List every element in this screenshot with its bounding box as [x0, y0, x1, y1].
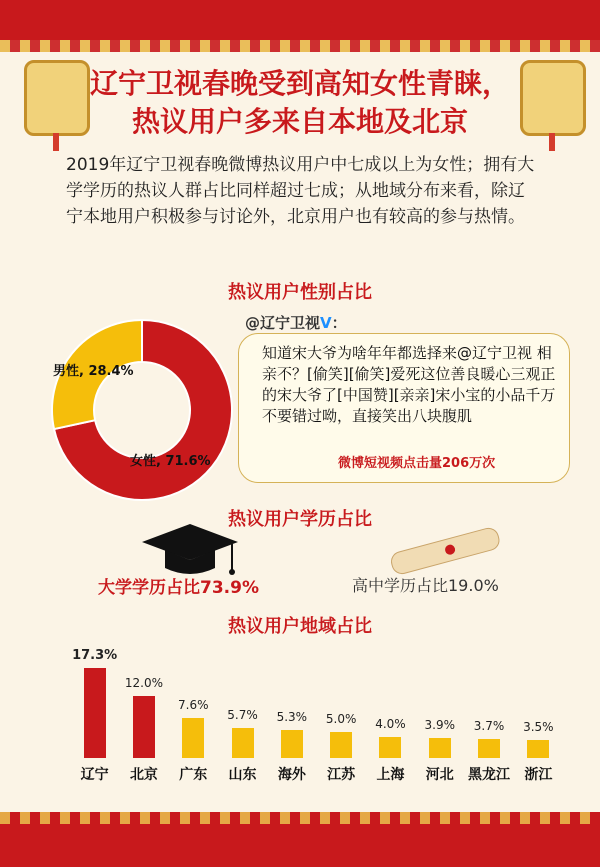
- weibo-account-name: @辽宁卫视: [245, 314, 321, 332]
- top-pattern: [0, 40, 600, 52]
- bar-3: [232, 728, 254, 758]
- university-share-text: 大学学历占比73.9%: [98, 578, 259, 598]
- bar-9: [527, 740, 549, 758]
- weibo-post-text: 知道宋大爷为啥年年都选择来@辽宁卫视 相亲不？[偷笑][偷笑]爱死这位善良暖心三观正的宋大爷了[中国赞][亲亲]宋小宝的小品千万不要错过呦，直接笑出八块腹肌: [262, 344, 556, 425]
- graduation-cap-icon: [140, 520, 240, 580]
- education-section-title: 热议用户学历占比: [228, 509, 372, 530]
- bar-8: [478, 739, 500, 758]
- weibo-account: [245, 312, 347, 333]
- bar-category-label-3: 山东: [228, 767, 257, 783]
- bar-value-label-8: 3.7%: [473, 718, 505, 733]
- male-slice-label: 男性, 28.4%: [53, 364, 134, 379]
- bottom-pattern: [0, 812, 600, 824]
- bar-value-label-5: 5.0%: [325, 711, 357, 726]
- gender-section-title: 热议用户性别占比: [228, 282, 372, 303]
- bar-4: [281, 730, 303, 758]
- top-border: [0, 0, 600, 40]
- bar-5: [330, 732, 352, 758]
- bar-2: [182, 718, 204, 758]
- bar-1: [133, 696, 155, 758]
- bar-value-label-4: 5.3%: [276, 710, 308, 725]
- bar-category-label-2: 广东: [179, 767, 208, 783]
- bar-6: [379, 737, 401, 758]
- bar-value-label-6: 4.0%: [375, 717, 406, 732]
- bar-category-label-1: 北京: [129, 767, 158, 783]
- bar-category-label-6: 上海: [376, 767, 405, 783]
- bar-value-label-2: 7.6%: [178, 698, 209, 713]
- bar-category-label-9: 浙江: [524, 767, 553, 783]
- bar-category-label-7: 河北: [425, 767, 454, 783]
- bar-category-label-8: 黑龙江: [468, 767, 511, 783]
- gender-donut-chart: [42, 310, 242, 510]
- intro-paragraph: 2019年辽宁卫视春晚微博热议用户中七成以上为女性；拥有大学学历的热议人群占比同样超过七成；从地域分布来看，除辽宁本地用户积极参与讨论外，北京用户也有较高的参与热情。: [66, 155, 535, 227]
- bar-category-label-4: 海外: [277, 767, 306, 783]
- bar-0: [84, 668, 106, 758]
- weibo-account-colon: ：: [331, 314, 347, 332]
- headline-line-1: 辽宁卫视春晚受到高知女性青睐，: [89, 67, 510, 100]
- headline-line-2: 热议用户多来自本地及北京: [131, 105, 468, 138]
- verified-icon: V: [320, 314, 332, 332]
- region-section-title: 热议用户地域占比: [228, 616, 372, 637]
- bar-7: [429, 738, 451, 758]
- highschool-share-text: 高中学历占比19.0%: [352, 576, 499, 595]
- bar-value-label-9: 3.5%: [523, 719, 554, 734]
- bar-value-label-1: 12.0%: [124, 675, 163, 690]
- diploma-scroll-icon: [380, 525, 510, 575]
- bar-value-label-0: 17.3%: [72, 648, 118, 663]
- bar-category-label-5: 江苏: [327, 767, 356, 783]
- female-slice-label: 女性, 71.6%: [130, 454, 211, 469]
- bar-value-label-7: 3.9%: [424, 717, 455, 732]
- bar-category-label-0: 辽宁: [80, 767, 109, 783]
- weibo-post-stat: 微博短视频点击量206万次: [338, 456, 496, 471]
- bar-value-label-3: 5.7%: [227, 708, 258, 723]
